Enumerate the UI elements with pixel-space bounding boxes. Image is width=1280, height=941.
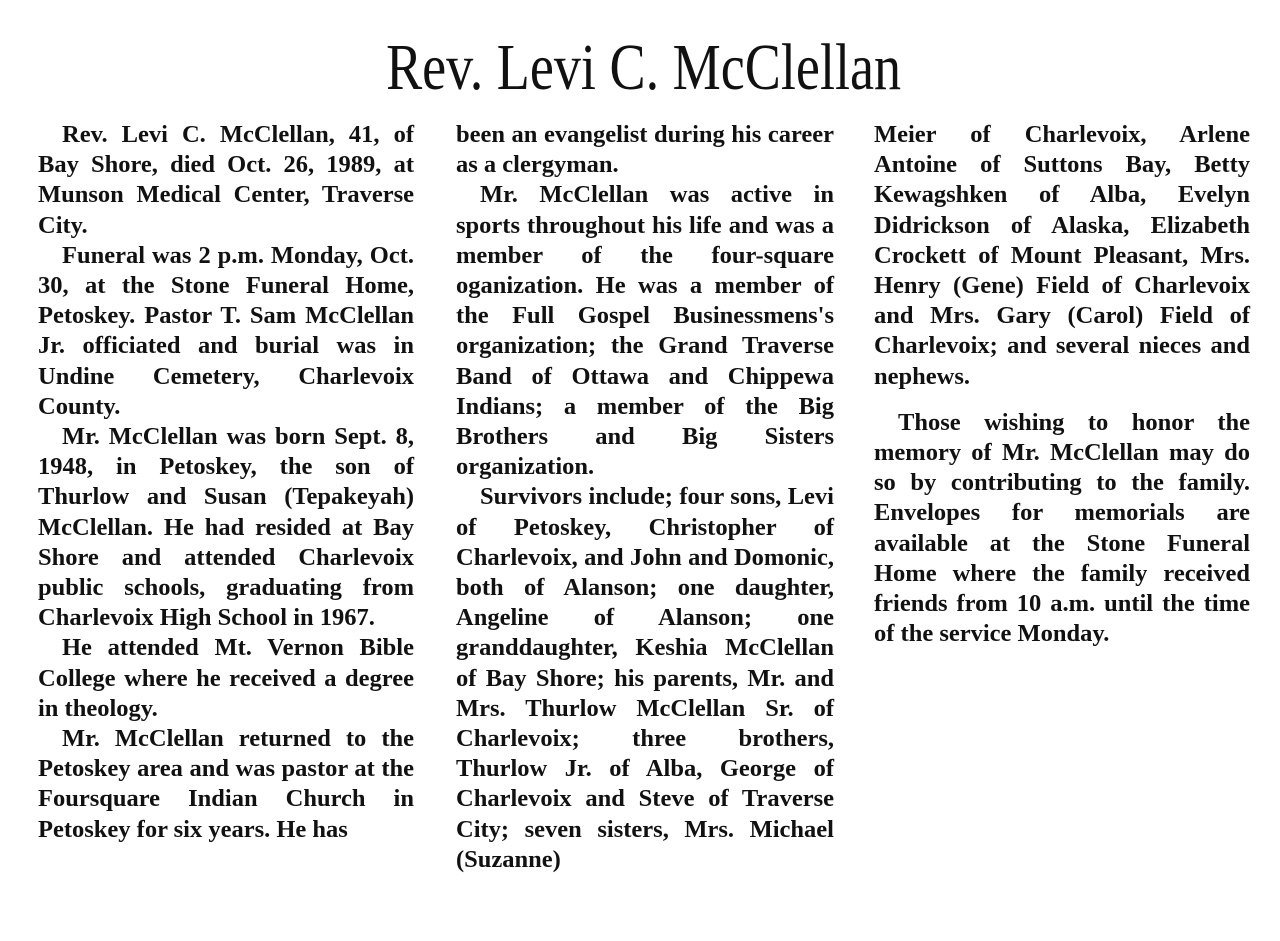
article-column-2	[456, 120, 834, 875]
obituary-headline: Rev. Levi C. McClellan	[386, 31, 902, 104]
article-paragraph: He attended Mt. Vernon Bible College where he received a degree in theology.	[38, 634, 414, 722]
article-paragraph: Survivors include; four sons, Levi of Petoskey, Christopher of Charlevoix, and John and Domonic, both of Alanson; one daughter, Angeline of Alanson; one granddaughter, Keshia McClellan of Bay Shore; his parents, Mr. and Mrs. Thurlow McClellan Sr. of Charlevoix; three brothers, Thurlow Jr. of Alba, George of Charlevoix and Steve of Traverse City; seven sisters, Mrs. Michael (Suzanne)	[456, 483, 834, 873]
article-paragraph: Mr. McClellan was born Sept. 8, 1948, in Petoskey, the son of Thurlow and Susan (Tepakeyah) McClellan. He had resided at Bay Shore and attended Charlevoix public schools, graduating from Charlevoix High School in 1967.	[38, 423, 414, 632]
article-paragraph: Those wishing to honor the memory of Mr. McClellan may do so by contributing to the family. Envelopes for memorials are available at the Stone Funeral Home where the family received friends from 10 a.m. until the time of the service Monday.	[874, 408, 1250, 648]
article-paragraph-continued: Meier of Charlevoix, Arlene Antoine of Suttons Bay, Betty Kewagshken of Alba, Evelyn Didrickson of Alaska, Elizabeth Crockett of Mount Pleasant, Mrs. Henry (Gene) Field of Charlevoix and Mrs. Gary (Carol) Field of Charlevoix; and several nieces and nephews.	[874, 121, 1250, 390]
article-column-1	[38, 120, 414, 845]
article-column-3	[874, 120, 1250, 649]
article-paragraph: Mr. McClellan was active in sports throughout his life and was a member of the four-square oganization. He was a member of the Full Gospel Businessmens's organization; the Grand Traverse Band of Ottawa and Chippewa Indians; a member of the Big Brothers and Big Sisters organization.	[456, 181, 834, 481]
article-paragraph: Funeral was 2 p.m. Monday, Oct. 30, at the Stone Funeral Home, Petoskey. Pastor T. Sam McClellan Jr. officiated and burial was in Undine Cemetery, Charlevoix County.	[38, 241, 414, 420]
article-paragraph: Rev. Levi C. McClellan, 41, of Bay Shore, died Oct. 26, 1989, at Munson Medical Center, Traverse City.	[38, 121, 414, 239]
article-paragraph: Mr. McClellan returned to the Petoskey area and was pastor at the Foursquare Indian Church in Petoskey for six years. He has	[38, 725, 414, 843]
article-paragraph-continued: been an evangelist during his career as a clergyman.	[456, 121, 834, 179]
